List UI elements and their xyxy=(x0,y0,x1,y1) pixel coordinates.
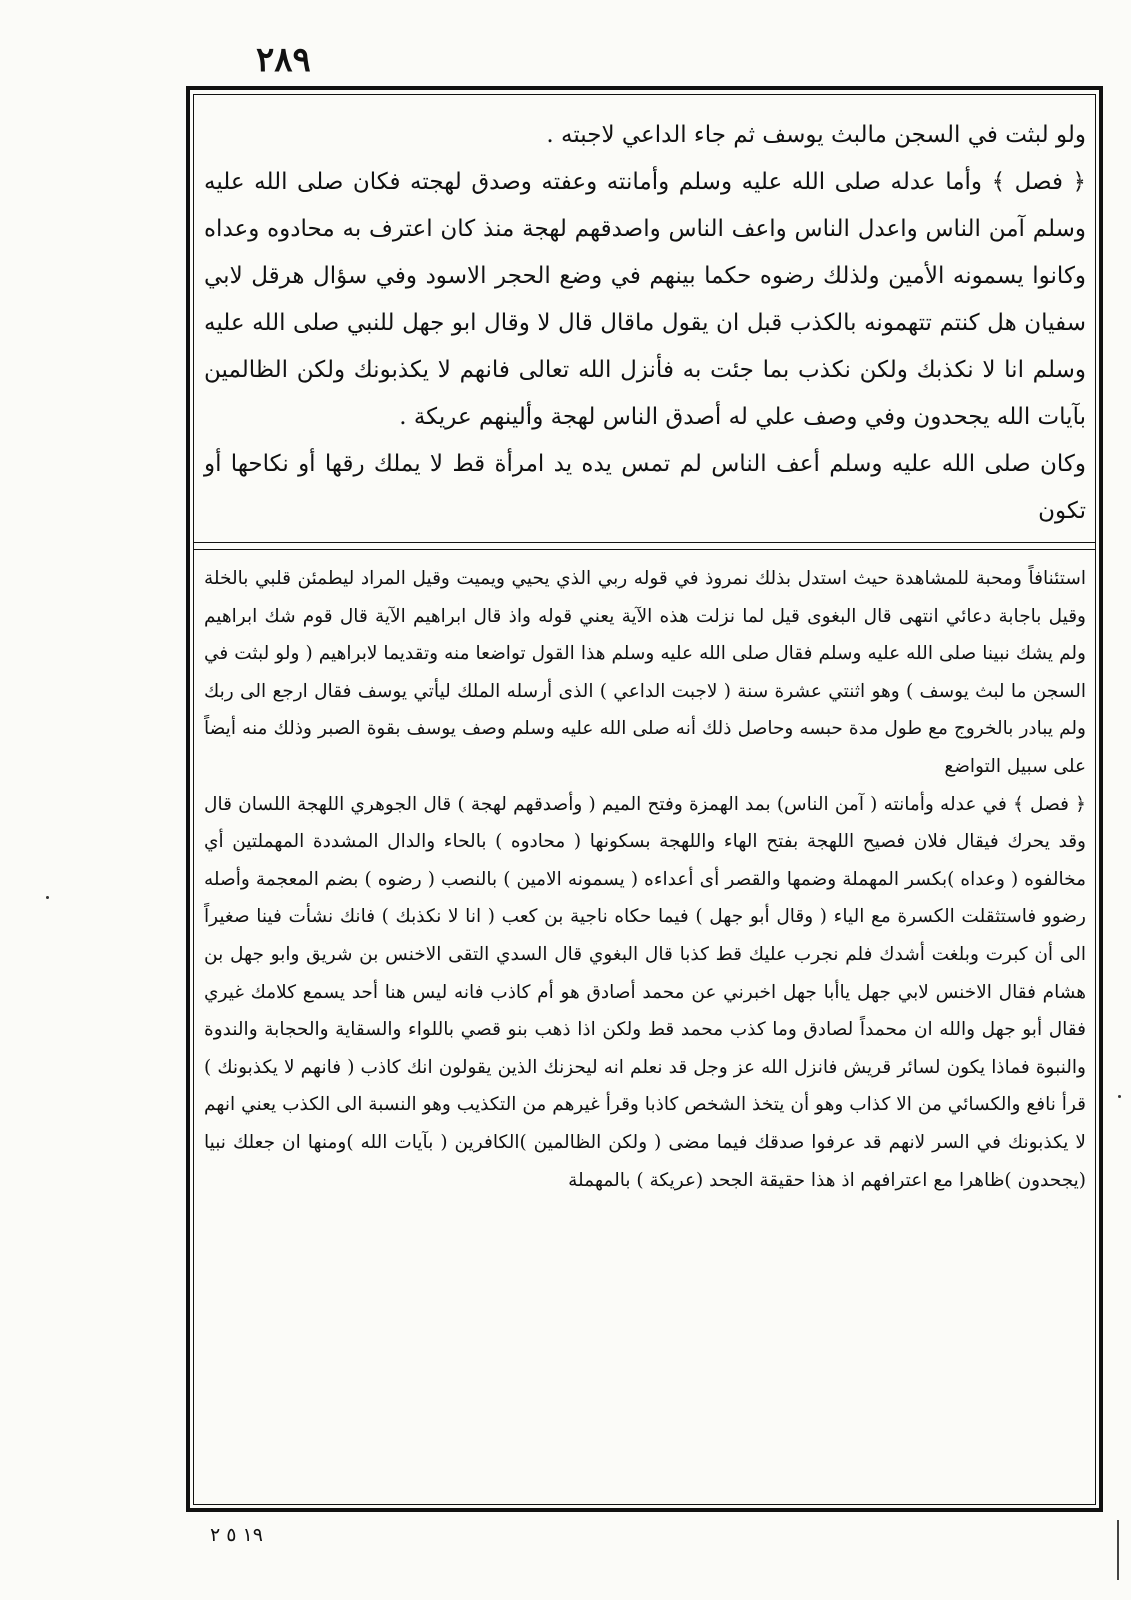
commentary-text xyxy=(204,560,1086,1199)
main-text xyxy=(204,112,1086,535)
section-divider-top xyxy=(193,542,1096,543)
commentary-paragraph: ﴿ فصل ﴾ في عدله وأمانته ( آمن الناس) بمد الهمزة وفتح الميم ( وأصدقهم لهجة ) قال الجوهري اللهجة اللسان قال وقد يحرك فيقال فلان فصيح اللهجة بفتح الهاء واللهجة بسكونها ( محادوه ) بالحاء والدال المشددة المهملتين أي مخالفوه ( وعداه )بكسر المهملة وضمها والقصر أى أعداءه ( يسمونه الامين ) بالنصب ( رضوه ) بضم المعجمة وأصله رضوو فاستثقلت الكسرة مع الياء ( وقال أبو جهل ) فيما حكاه ناجية بن كعب ( انا لا نكذبك ) فانك نشأت فينا صغيراً الى أن كبرت وبلغت أشدك فلم نجرب عليك قط كذبا قال البغوي قال السدي التقى الاخنس بن شريق وابو جهل بن هشام فقال الاخنس لابي جهل ياأبا جهل اخبرني عن محمد أصادق هو أم كاذب فانه ليس هنا أحد يسمع كلامك غيري فقال أبو جهل والله ان محمداً لصادق وما كذب محمد قط ولكن اذا ذهب بنو قصي باللواء والسقاية والحجابة والندوة والنبوة فماذا يكون لسائر قريش فانزل الله عز وجل قد نعلم انه ليحزنك الذين يقولون انك كاذب ( فانهم لا يكذبونك ) قرأ نافع والكسائي من الا كذاب وهو أن يتخذ الشخص كاذبا وقرأ غيرهم من التكذيب وهو النسبة الى الكذب يعني انهم لا يكذبونك في السر لانهم قد عرفوا صدقك فيما مضى ( ولكن الظالمين )الكافرين ( بآيات الله )ومنها ان جعلك نبيا (يجحدون )ظاهرا مع اعترافهم اذ هذا حقيقة الجحد (عريكة ) بالمهملة xyxy=(204,793,1086,1191)
section-divider-bottom xyxy=(193,549,1096,550)
main-paragraph: ولو لبثت في السجن مالبث يوسف ثم جاء الداعي لاجبته . xyxy=(546,122,1086,148)
commentary-paragraph: استئنافاً ومحبة للمشاهدة حيث استدل بذلك نمروذ في قوله ربي الذي يحيي ويميت وقيل المراد ليطمئن قلبي بالخلة وقيل باجابة دعائي انتهى قال البغوى قيل لما نزلت هذه الآية يعني قوله واذ قال ابراهيم الآية قال قوم شك ابراهيم ولم يشك نبينا صلى الله عليه وسلم فقال صلى الله عليه وسلم هذا القول تواضعا منه وتقديما لابراهيم ( ولو لبثت في السجن ما لبث يوسف ) وهو اثنتي عشرة سنة ( لاجبت الداعي ) الذى أرسله الملك ليأتي يوسف فقال ارجع الى ربك ولم يبادر بالخروج مع طول مدة حبسه وحاصل ذلك أنه صلى الله عليه وسلم وصف يوسف بقوة الصبر وذلك منه أيضاً على سبيل التواضع xyxy=(204,568,1086,777)
stray-dot xyxy=(46,896,49,899)
margin-mark xyxy=(1117,1520,1119,1580)
page-number: ٢٨٩ xyxy=(256,40,311,80)
signature-mark: ١٩ ٥ ٢ xyxy=(210,1524,263,1546)
stray-dot xyxy=(1118,1095,1121,1098)
main-paragraph: ﴿ فصل ﴾ وأما عدله صلى الله عليه وسلم وأمانته وعفته وصدق لهجته فكان صلى الله عليه وسلم آمن الناس واعدل الناس واعف الناس واصدقهم لهجة منذ كان اعترف به محادوه وعداه وكانوا يسمونه الأمين ولذلك رضوه حكما بينهم في وضع الحجر الاسود وفي سؤال هرقل لابي سفيان هل كنتم تتهمونه بالكذب قبل ان يقول ماقال قال لا وقال ابو جهل للنبي صلى الله عليه وسلم انا لا نكذبك ولكن نكذب بما جئت به فأنزل الله تعالى فانهم لا يكذبونك ولكن الظالمين بآيات الله يجحدون وفي وصف علي له أصدق الناس لهجة وألينهم عريكة . xyxy=(204,169,1086,430)
main-paragraph: وكان صلى الله عليه وسلم أعف الناس لم تمس يده يد امرأة قط لا يملك رقها أو نكاحها أو تكون xyxy=(204,451,1086,524)
